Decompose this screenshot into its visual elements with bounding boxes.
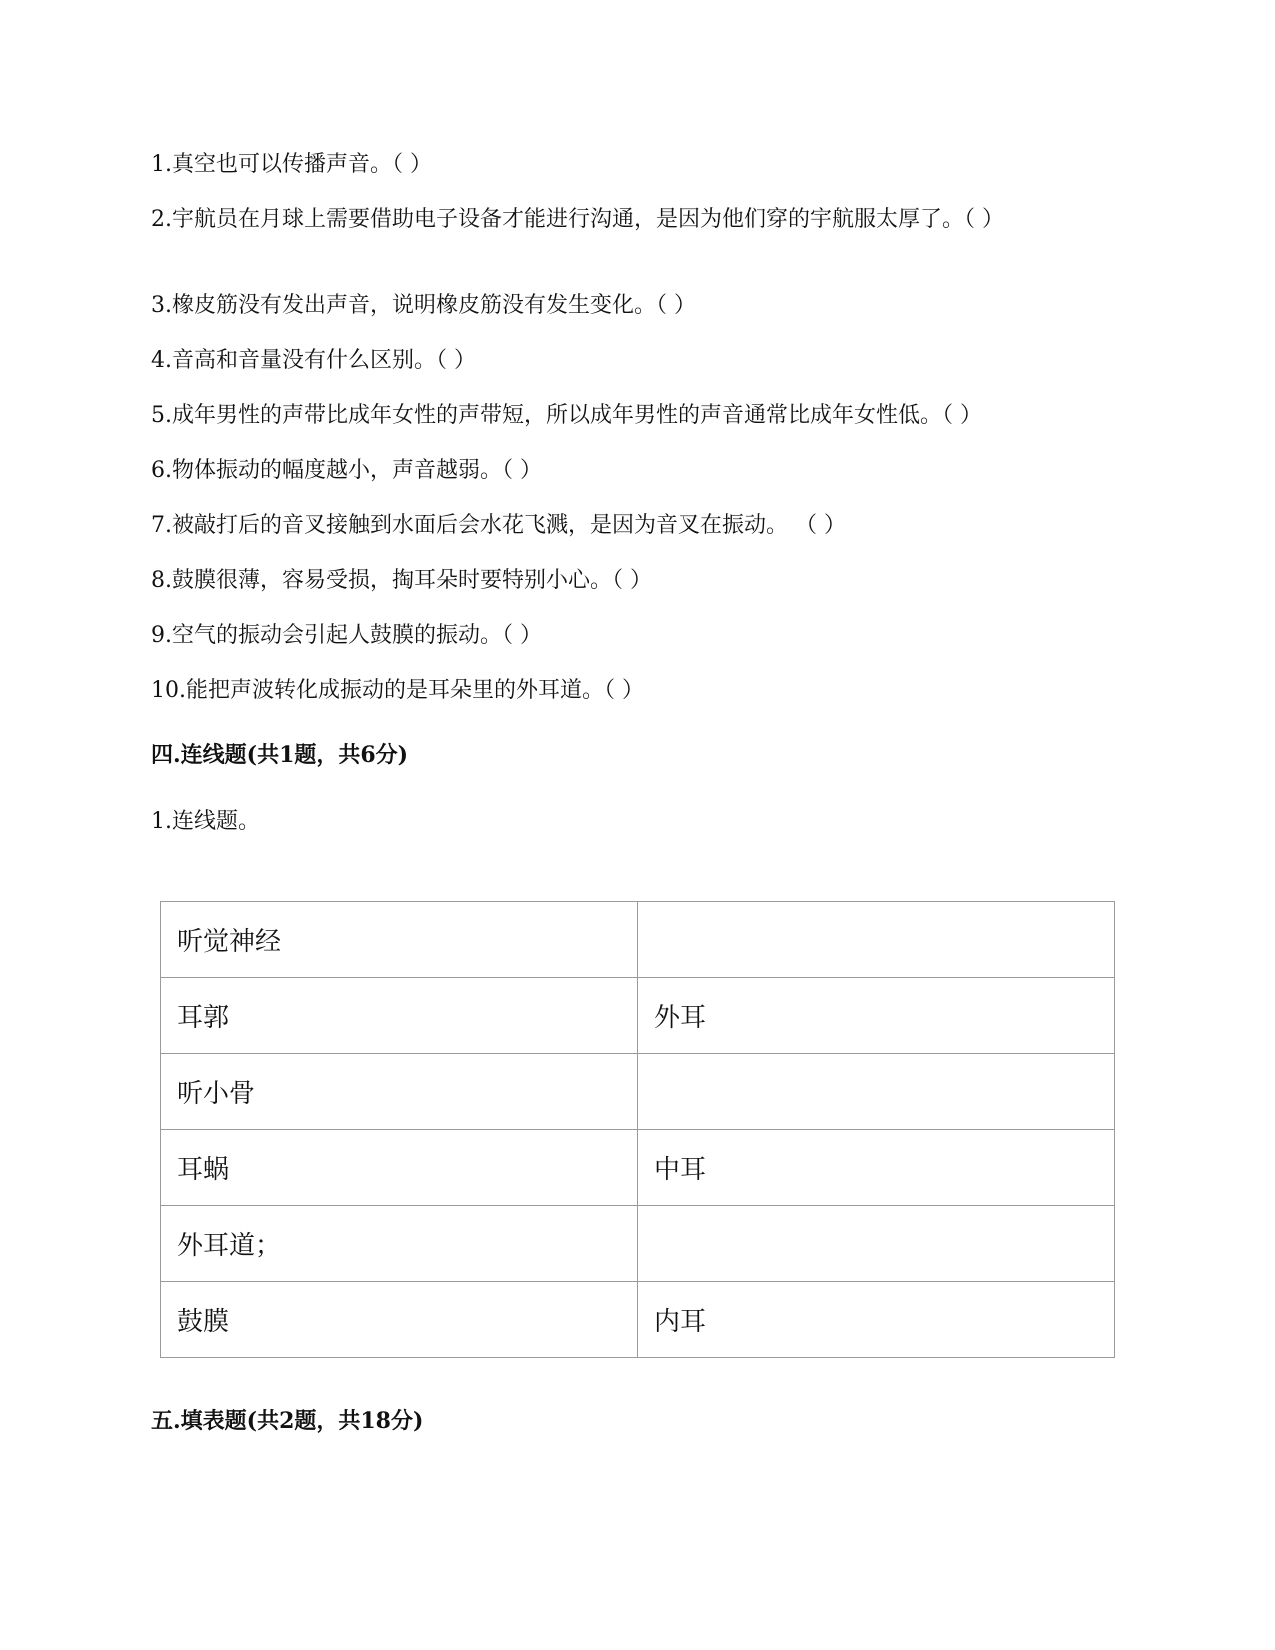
table-row [161,1282,1115,1358]
true-false-question-2: 2.宇航员在月球上需要借助电子设备才能进行沟通，是因为他们穿的宇航服太厚了。（ ） [151,207,1004,232]
table-cell-part [638,1206,1115,1282]
table-row [161,902,1115,978]
true-false-question-5: 5.成年男性的声带比成年女性的声带短，所以成年男性的声音通常比成年女性低。（ ） [151,403,982,428]
table-row [161,1054,1115,1130]
table-cell-term: 耳蜗 [161,1130,638,1206]
section-4-heading: 四.连线题(共1题，共6分) [151,742,409,768]
table-cell-part: 中耳 [638,1130,1115,1206]
true-false-question-4: 4.音高和音量没有什么区别。（ ） [151,348,476,373]
matching-question: 1.连线题。 [151,809,260,834]
table-row [161,1206,1115,1282]
section-5-heading: 五.填表题(共2题，共18分) [151,1408,424,1434]
table-cell-term: 听觉神经 [161,902,638,978]
true-false-question-8: 8.鼓膜很薄，容易受损，掏耳朵时要特别小心。（ ） [151,568,652,593]
true-false-question-3: 3.橡皮筋没有发出声音，说明橡皮筋没有发生变化。（ ） [151,293,696,318]
table-cell-term: 耳郭 [161,978,638,1054]
true-false-question-10: 10.能把声波转化成振动的是耳朵里的外耳道。（ ） [151,678,644,703]
table-cell-part: 内耳 [638,1282,1115,1358]
table-cell-term: 鼓膜 [161,1282,638,1358]
true-false-question-7: 7.被敲打后的音叉接触到水面后会水花飞溅，是因为音叉在振动。 （ ） [151,513,846,538]
table-cell-part [638,1054,1115,1130]
table-cell-term: 听小骨 [161,1054,638,1130]
true-false-question-6: 6.物体振动的幅度越小，声音越弱。（ ） [151,458,542,483]
table-cell-part: 外耳 [638,978,1115,1054]
true-false-question-9: 9.空气的振动会引起人鼓膜的振动。（ ） [151,623,542,648]
table-row [161,1130,1115,1206]
table-cell-term: 外耳道； [161,1206,638,1282]
true-false-question-1: 1.真空也可以传播声音。（ ） [151,152,432,177]
table-row [161,978,1115,1054]
table-cell-part [638,902,1115,978]
matching-table [160,901,1115,1358]
